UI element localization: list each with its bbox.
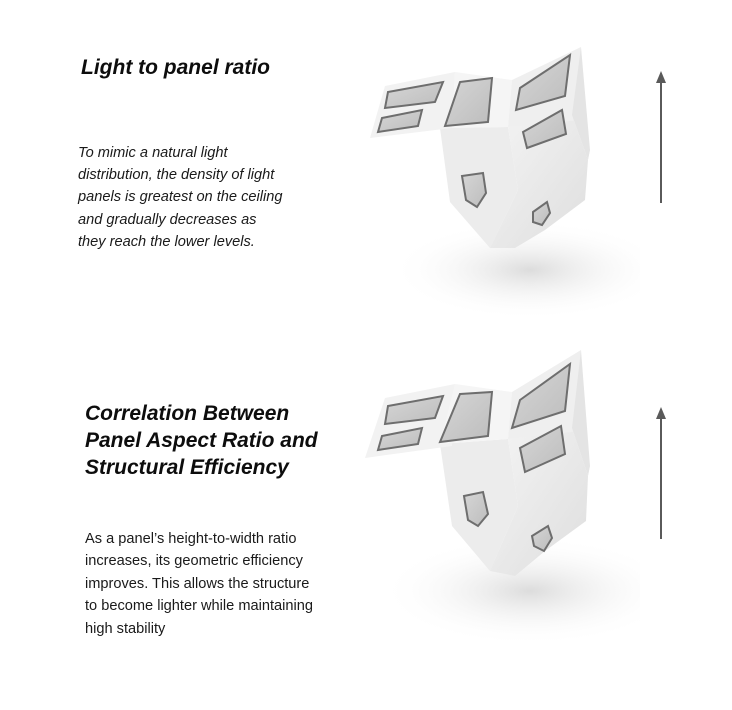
up-arrow-icon (654, 406, 668, 542)
desc-line: high stability (85, 620, 166, 637)
desc-line: increases, its geometric efficiency (85, 553, 303, 570)
desc-line: they reach the lower levels. (78, 233, 255, 250)
section-1-description (78, 142, 318, 253)
desc-line: and gradually decreases as (78, 211, 257, 228)
desc-line: distribution, the density of light (78, 167, 275, 184)
pavilion-render-aspect-ratio (340, 336, 640, 656)
desc-line: To mimic a natural light (78, 145, 228, 161)
title-line: Panel Aspect Ratio and (85, 429, 318, 452)
section-2-description (85, 528, 355, 640)
up-arrow-icon (654, 70, 668, 206)
desc-line: to become lighter while maintaining (85, 598, 313, 615)
desc-line: improves. This allows the structure (85, 575, 310, 592)
desc-line: panels is greatest on the ceiling (78, 189, 283, 206)
title-line: Correlation Between (85, 402, 290, 425)
desc-line: As a panel’s height-to-width ratio (85, 531, 297, 547)
pavilion-render-light-ratio (340, 30, 640, 330)
section-2-title (85, 400, 355, 481)
section-1-title: Light to panel ratio (81, 56, 270, 79)
title-line: Structural Efficiency (85, 456, 289, 479)
